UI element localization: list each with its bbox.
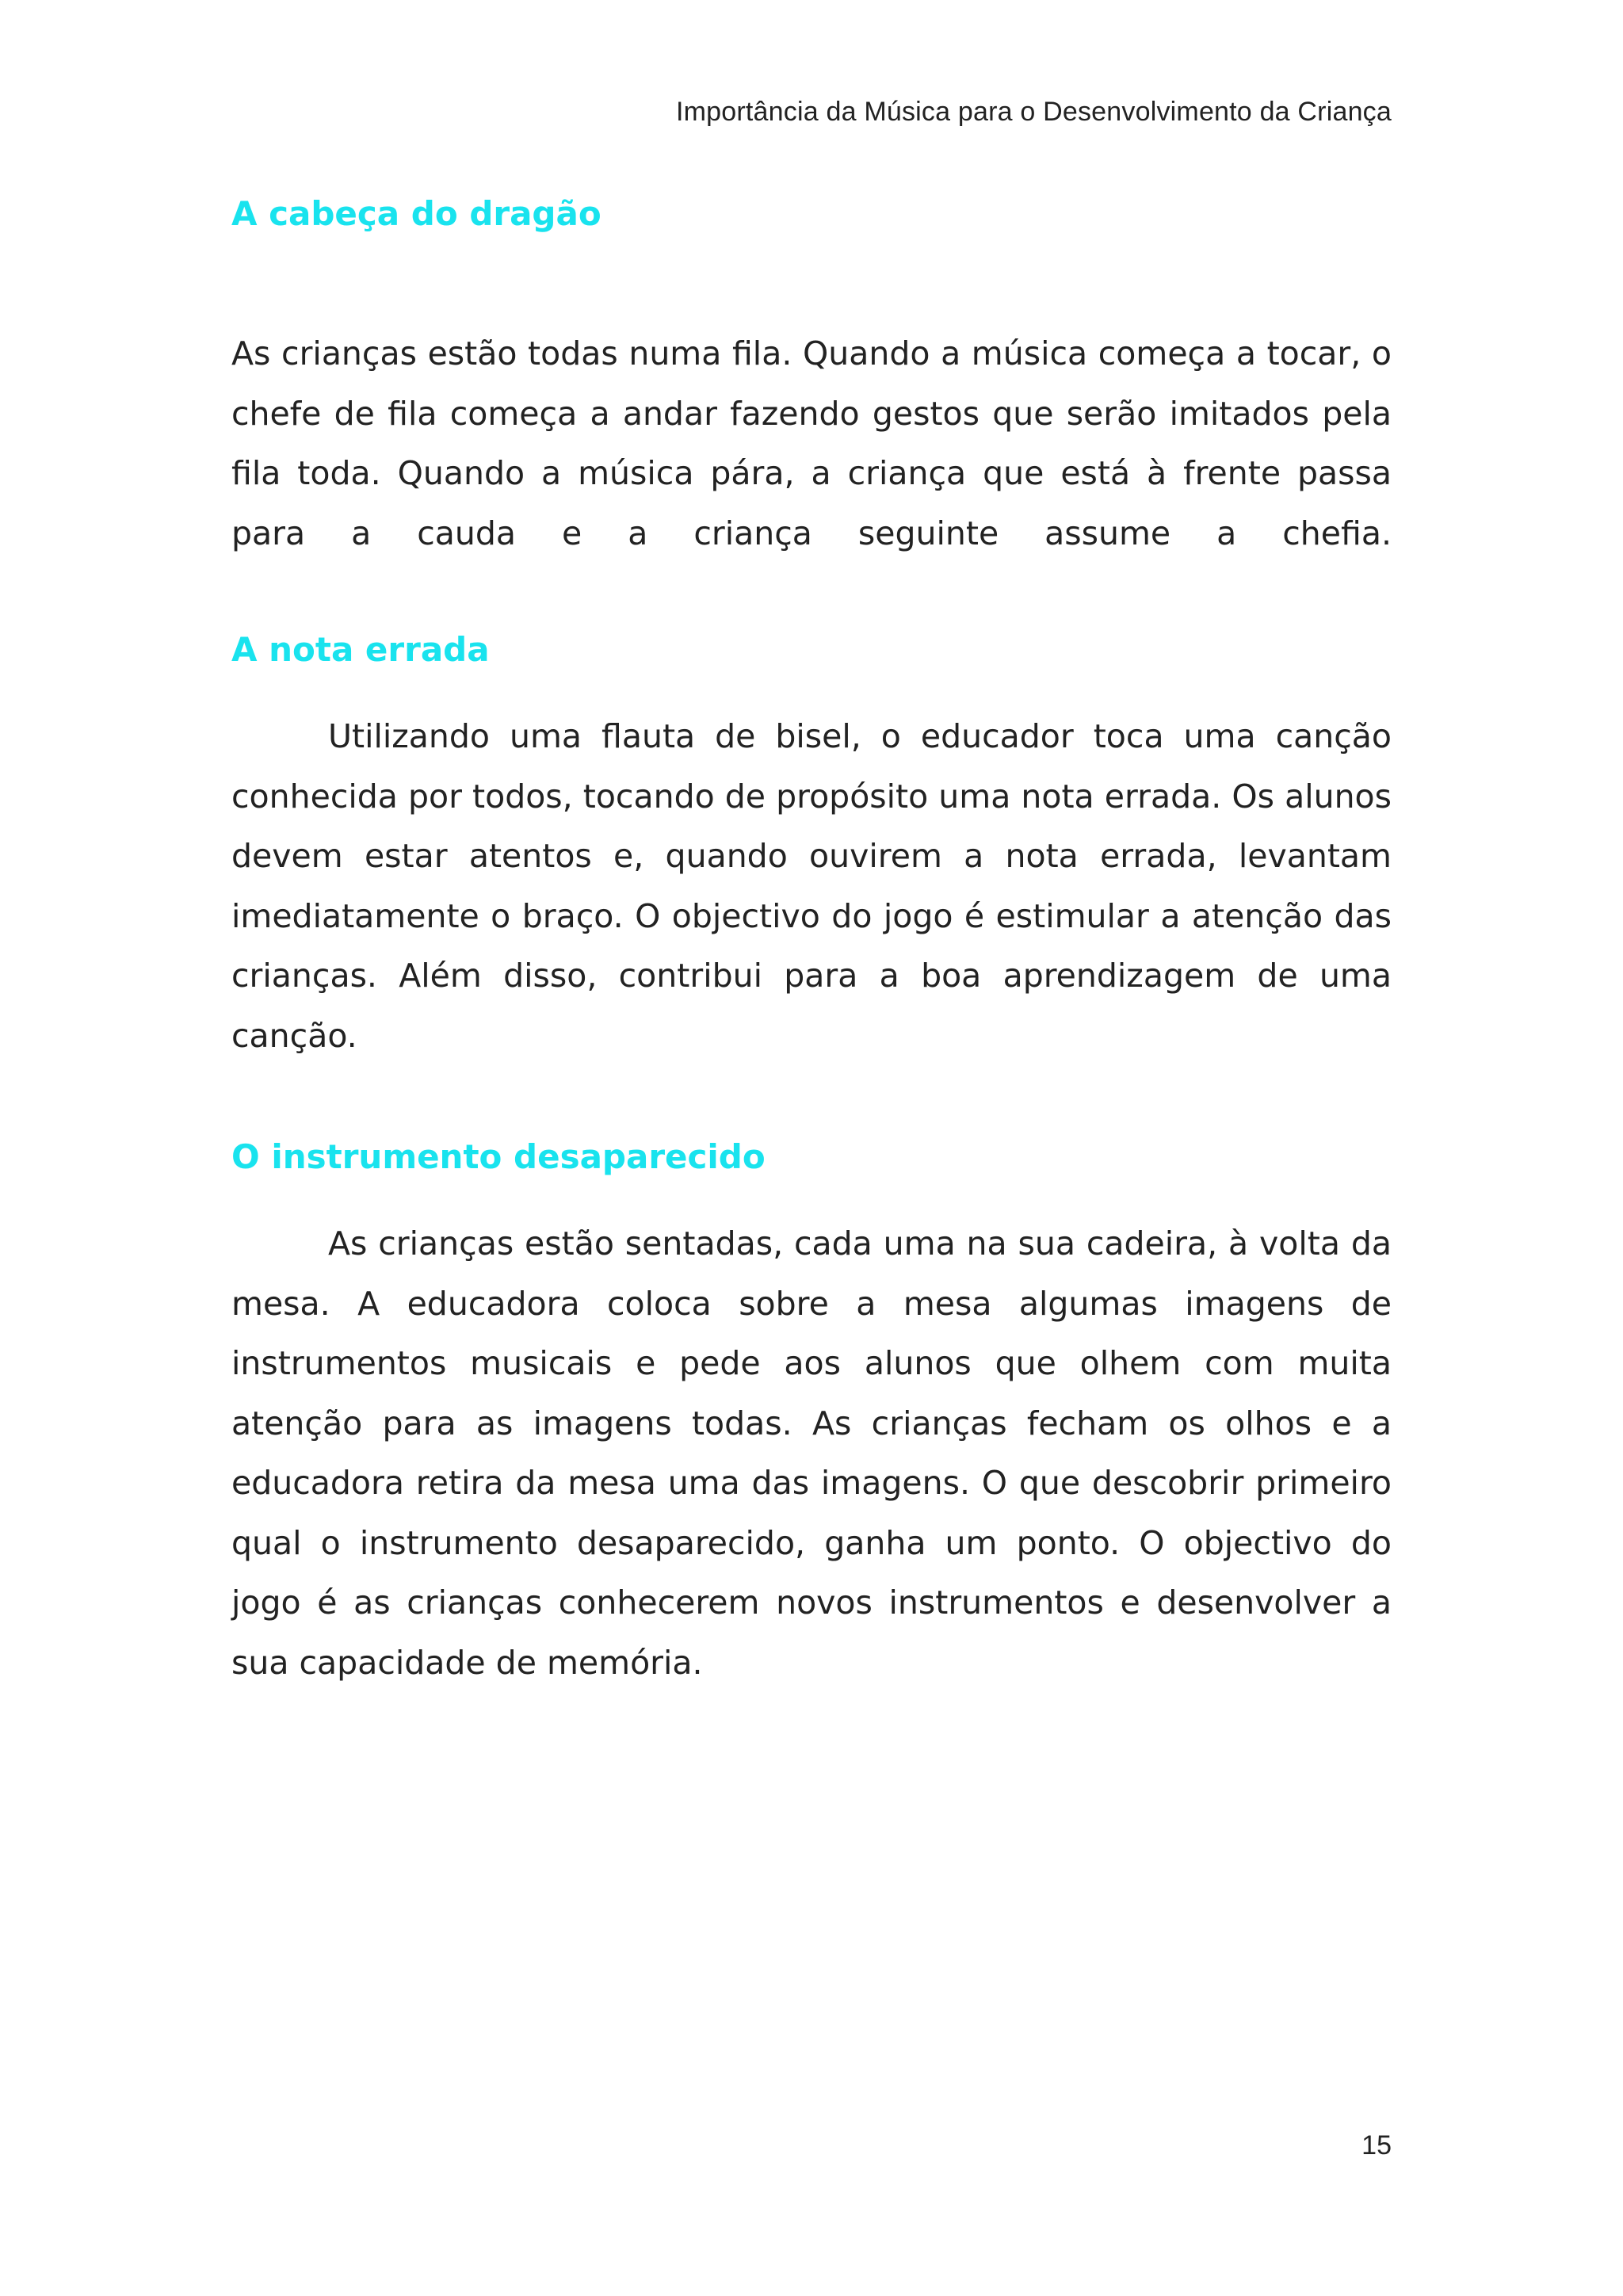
section-title: O instrumento desaparecido xyxy=(231,1137,766,1176)
page-number: 15 xyxy=(1361,2130,1392,2160)
section-dragon-head xyxy=(231,182,1392,563)
section-title: A cabeça do dragão xyxy=(231,194,601,233)
section-paragraph: Utilizando uma flauta de bisel, o educador toca uma canção conhecida por todos, tocando de propósito uma nota errada. Os alunos devem estar atentos e, quando ouvirem a nota errada, levantam imediatamente o braço. O objectivo do jogo é estimular a atenção das crianças. Além disso, contribui para a boa aprendizagem de uma canção. xyxy=(231,717,1392,1055)
section-missing-instrument xyxy=(231,1125,1392,1693)
page-content xyxy=(231,182,1392,1693)
section-paragraph: As crianças estão sentadas, cada uma na sua cadeira, à volta da mesa. A educadora coloca sobre a mesa algumas imagens de instrumentos musicais e pede aos alunos que olhem com muita atenção para as imagens todas. As crianças fecham os olhos e a educadora retira da mesa uma das imagens. O que descobrir primeiro qual o instrumento desaparecido, ganha um ponto. O objectivo do jogo é as crianças conhecerem novos instrumentos e desenvolver a sua capacidade de memória. xyxy=(231,1224,1392,1682)
section-paragraph: As crianças estão todas numa fila. Quando a música começa a tocar, o chefe de fila começa a andar fazendo gestos que serão imitados pela fila toda. Quando a música pára, a criança que está à frente passa para a cauda e a criança seguinte assume a chefia. xyxy=(231,334,1392,552)
section-title: A nota errada xyxy=(231,630,490,669)
section-wrong-note xyxy=(231,618,1392,1066)
running-header: Importância da Música para o Desenvolvimento da Criança xyxy=(675,97,1392,127)
